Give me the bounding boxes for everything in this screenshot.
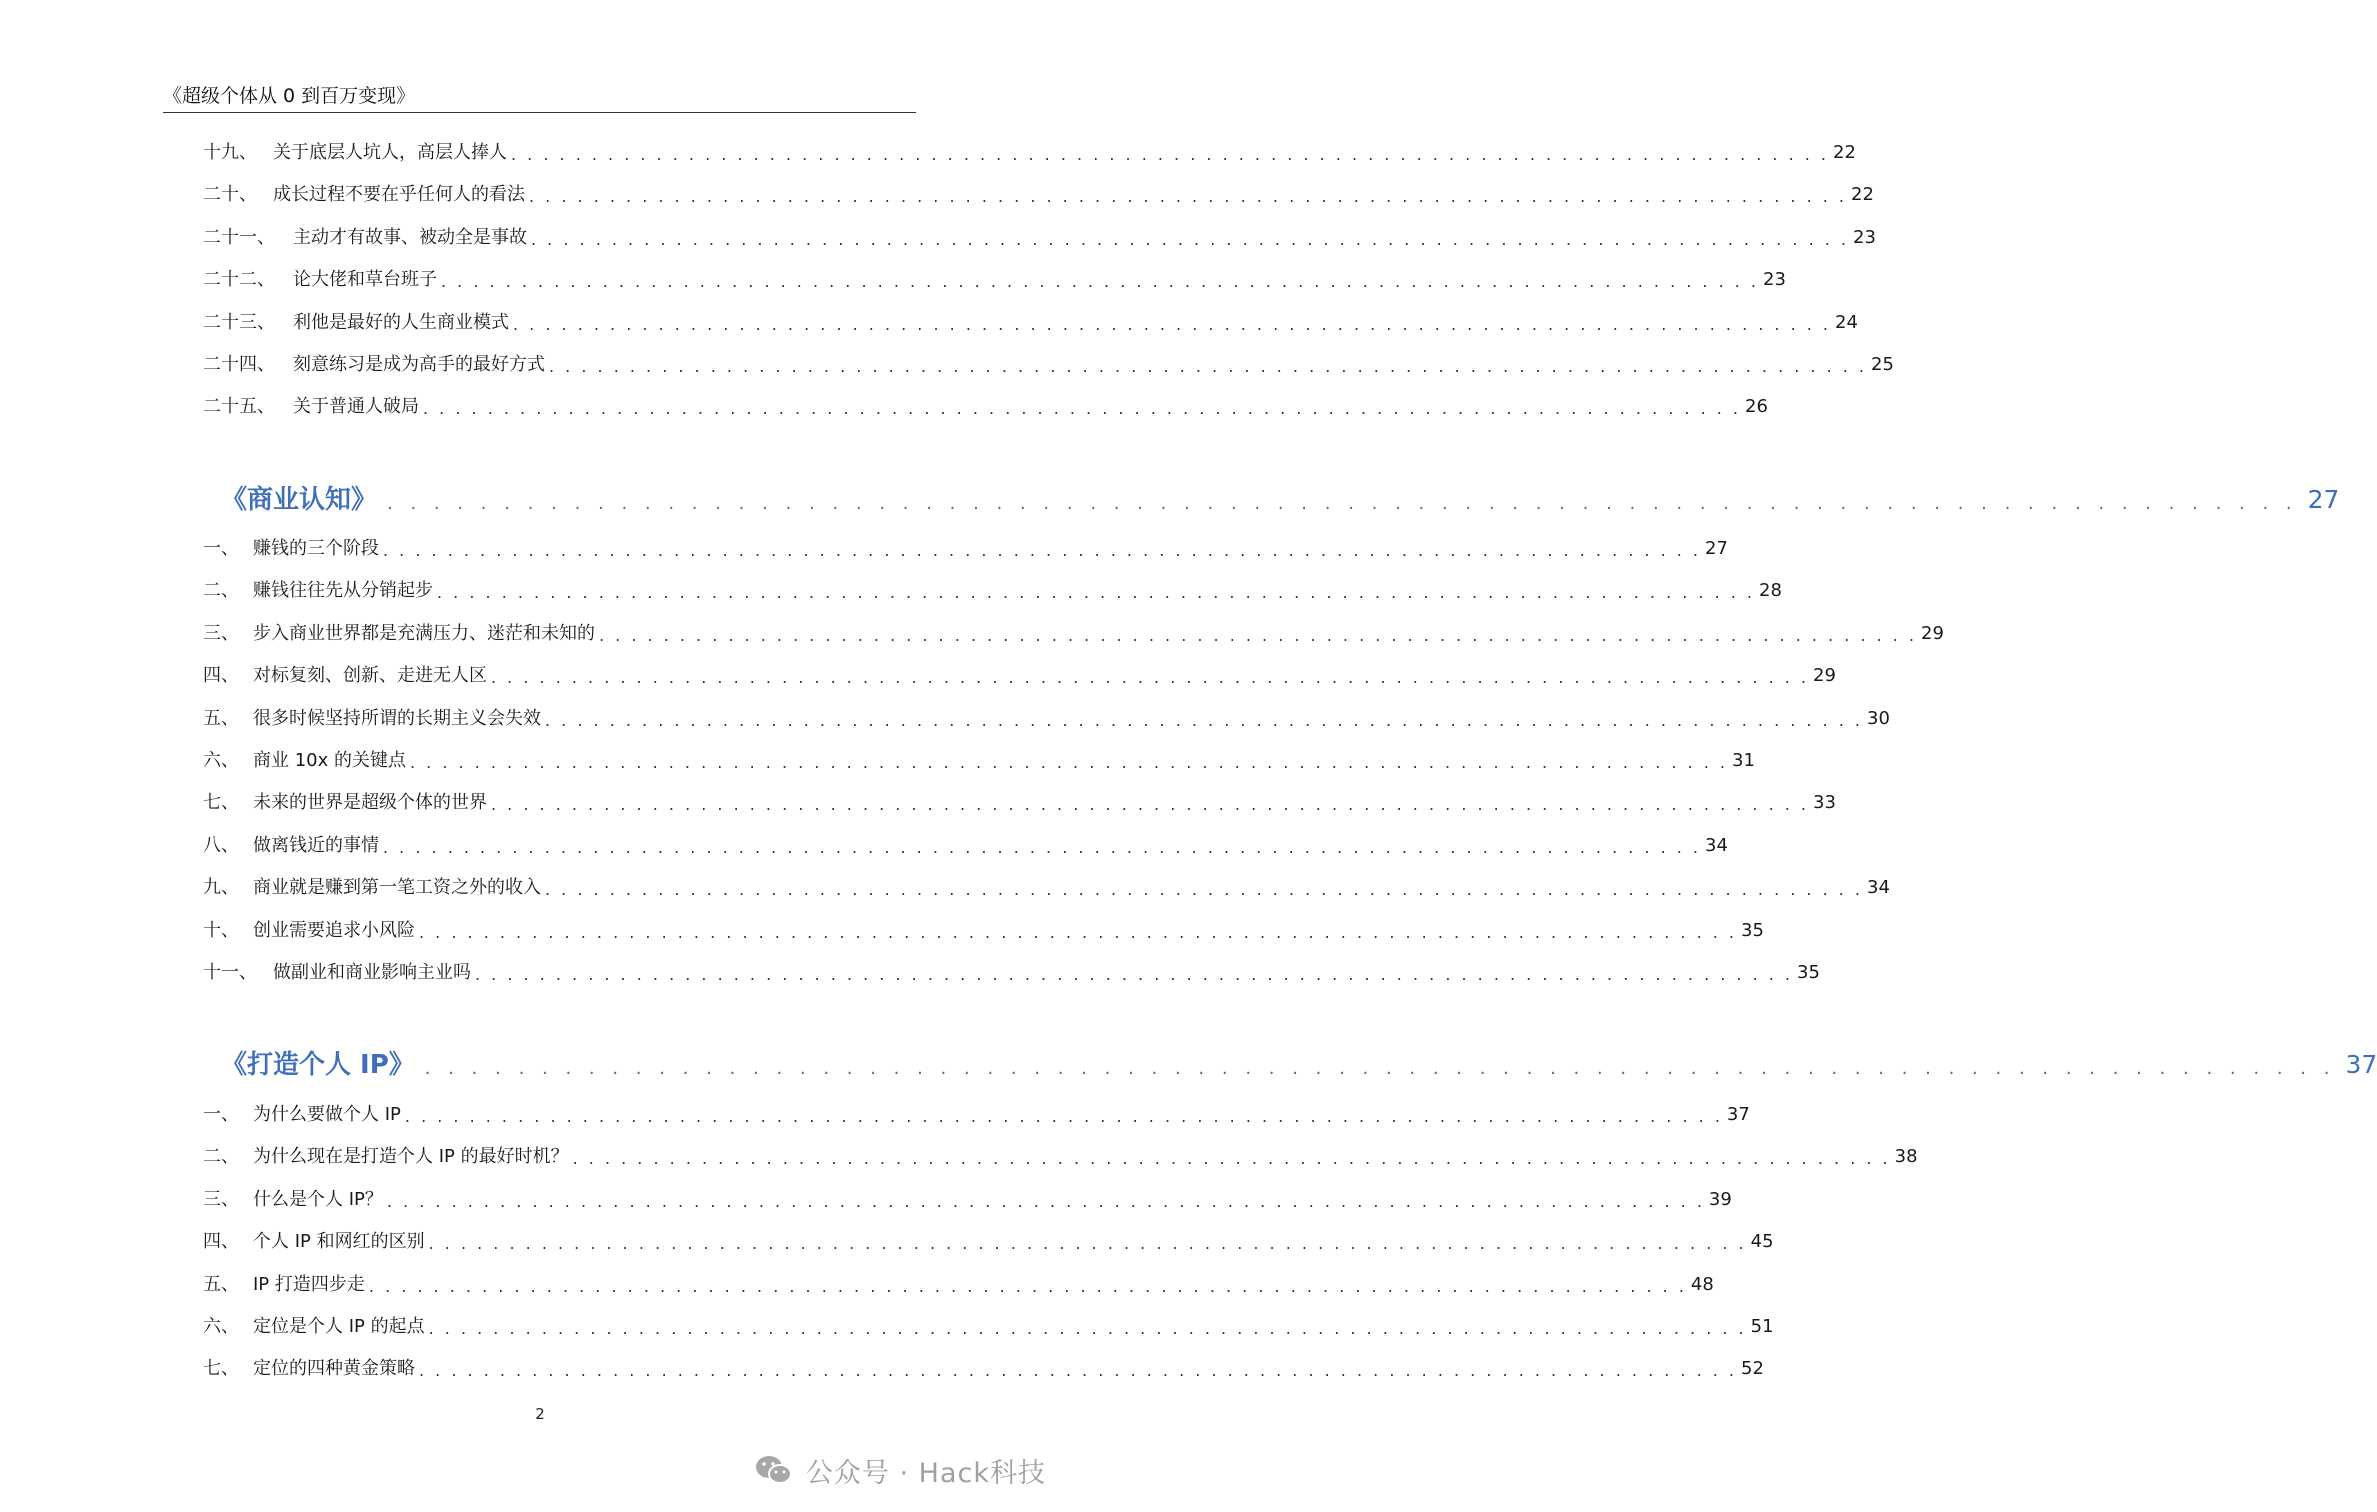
toc-entry-page: 39 [1708, 1188, 1732, 1210]
toc-entry-page: 24 [1835, 311, 1858, 333]
dot-leader: . . . . . . . . . . . . . . . . . . . . . . . . . . . . . . . . . . . . . . . . . . . . . . . . . . . . . . . . . . . . . . . . . . . . . . . . . . . . . . . . . . [531, 229, 1850, 249]
watermark-text: 公众号 · Hack科技 [805, 1457, 1046, 1489]
toc-entry[interactable] [203, 532, 1728, 562]
dot-leader: . . . . . . . . . . . . . . . . . . . . . . . . . . . . . . . . . . . . . . . . . . . . . . . . . . . . . . . . . . . . . . . . . . . . . . . . . . . . . . . . . . [419, 1361, 1738, 1381]
toc-entry-title: 关于普通人破局 [293, 396, 419, 418]
toc-entry[interactable] [203, 263, 1786, 293]
dot-leader: . . . . . . . . . . . . . . . . . . . . . . . . . . . . . . . . . . . . . . . . . . . . . . . . . . . . . . . . . . . . . . . . . . . . . . . . . . . . . . . . . . [529, 187, 1848, 207]
toc-entry-title: 很多时候坚持所谓的长期主义会失效 [253, 707, 541, 729]
watermark [754, 1450, 1046, 1490]
document-header [163, 82, 916, 113]
toc-entry-title: 关于底层人坑人，高层人捧人 [273, 142, 507, 163]
toc-entry[interactable] [203, 136, 1856, 166]
toc-entry-number: 十、 [203, 919, 239, 941]
toc-entry-title: 为什么要做个人 IP [253, 1104, 401, 1125]
toc-entry-number: 一、 [203, 538, 239, 559]
toc-entry-page: 35 [1741, 919, 1764, 941]
toc-entry[interactable] [203, 617, 1944, 647]
toc-entry[interactable] [203, 786, 1836, 816]
toc-entry[interactable] [203, 390, 1768, 420]
toc-entry-number: 二、 [203, 1146, 239, 1168]
toc-entry-title: 论大佬和草台班子 [293, 269, 437, 291]
toc-entry[interactable] [203, 659, 1836, 689]
page-number: 2 [535, 1405, 545, 1423]
dot-leader: . . . . . . . . . . . . . . . . . . . . . . . . . . . . . . . . . . . . . . . . . . . . . . . . . . . . . . . . . . . . . . . . . . . . . . . . . . . . . . . . . . [437, 583, 1756, 603]
toc-entry-title: 定位是个人 IP 的起点 [253, 1316, 425, 1337]
toc-entry-title: 个人 IP 和网红的区别 [253, 1231, 425, 1253]
toc-entry-number: 四、 [203, 665, 239, 687]
toc-entry-title: 什么是个人 IP？ [253, 1188, 383, 1210]
toc-entry-page: 30 [1867, 707, 1890, 729]
toc-entry[interactable] [203, 348, 1894, 378]
section-heading[interactable] [221, 1043, 2377, 1083]
dot-leader: . . . . . . . . . . . . . . . . . . . . . . . . . . . . . . . . . . . . . . . . . . . . . . . . . . . . . . . . . . . . . . . . . . . . . . . . . . . . . . . . . . [383, 541, 1702, 560]
toc-entry-page: 34 [1867, 877, 1890, 899]
toc-entry-number: 一、 [203, 1104, 239, 1125]
toc-entry-title: 商业就是赚到第一笔工资之外的收入 [253, 877, 541, 899]
dot-leader: . . . . . . . . . . . . . . . . . . . . . . . . . . . . . . . . . . . . . . . . . . . . . . . . . . . . . . . . . . . . . . . . . . . . . . . . . . . . . . . . . . [475, 965, 1794, 984]
toc-entry-number: 九、 [203, 877, 239, 899]
dot-leader: . . . . . . . . . . . . . . . . . . . . . . . . . . . . . . . . . . . . . . . . . . . . . . . . . . . . . . . . . . . . . . . . . . . . . . . . . . . . . . . . . . [491, 795, 1810, 815]
toc-entry-number: 六、 [203, 1316, 239, 1337]
toc-entry-page: 51 [1750, 1316, 1774, 1337]
toc-entry[interactable] [203, 1183, 1732, 1213]
dot-leader: . . . . . . . . . . . . . . . . . . . . . . . . . . . . . . . . . . . . . . . . . . . . . . . . . . . . . . . . . . . . . . . . . . . . . . . . . . . . . . . . . . [410, 753, 1729, 772]
toc-entry-number: 二十一、 [203, 226, 275, 248]
dot-leader: . . . . . . . . . . . . . . . . . . . . . . . . . . . . . . . . . . . . . . . . . . . . . . . . . . . . . . . . . . . . . . . . . . . . . . . . . . . . . . . . . . [368, 1276, 1687, 1296]
toc-entry-page: 34 [1705, 834, 1728, 856]
dot-leader: . . . . . . . . . . . . . . . . . . . . . . . . . . . . . . . . . . . . . . . . . . . . . . . . . . . . . . . . . . . . . . . . . . . . . . . . . . . . . . . . . . [599, 625, 1918, 645]
toc-entry-number: 二、 [203, 580, 239, 602]
toc-entry-page: 23 [1763, 269, 1786, 291]
toc-entry[interactable] [203, 744, 1755, 774]
toc-entry[interactable] [203, 306, 1858, 336]
toc-entry-title: 利他是最好的人生商业模式 [293, 311, 509, 333]
dot-leader: . . . . . . . . . . . . . . . . . . . . . . . . . . . . . . . . . . . . . . . . . . . . . . . . . . . . . . . . . . . . . . . . . . . . . . . . . . . . . . . . . . [545, 880, 1864, 900]
toc-entry-title: 对标复刻、创新、走进无人区 [253, 665, 487, 687]
toc-entry-title: 创业需要追求小风险 [253, 919, 415, 941]
toc-entry-number: 七、 [203, 792, 239, 814]
toc-entry-page: 25 [1871, 354, 1894, 375]
dot-leader: . . . . . . . . . . . . . . . . . . . . . . . . . . . . . . . . . . . . . . . . . . . . . . . . . . . . . . . . . . . . . . . . . . . . . . . . . . . . . . . . . . [404, 1107, 1723, 1126]
dot-leader: . . . . . . . . . . . . . . . . . . . . . . . . . . . . . . . . . . . . . . . . . . . . . . . . . . . . . . . . . . . . . . . . . . . . . . . . . . . . . . . . . . [387, 493, 2298, 514]
toc-entry[interactable] [203, 829, 1728, 859]
section-title: 《打造个人 IP》 [221, 1050, 415, 1080]
toc-entry-number: 二十、 [203, 184, 257, 206]
toc-entry-page: 26 [1745, 396, 1768, 418]
toc-entry-title: 做副业和商业影响主业吗 [273, 962, 471, 983]
toc-entry-title: 做离钱近的事情 [253, 834, 379, 856]
dot-leader: . . . . . . . . . . . . . . . . . . . . . . . . . . . . . . . . . . . . . . . . . . . . . . . . . . . . . . . . . . . . . . . . . . . . . . . . . . . . . . . . . . [424, 1058, 2336, 1079]
dot-leader: . . . . . . . . . . . . . . . . . . . . . . . . . . . . . . . . . . . . . . . . . . . . . . . . . . . . . . . . . . . . . . . . . . . . . . . . . . . . . . . . . . [549, 357, 1868, 376]
dot-leader: . . . . . . . . . . . . . . . . . . . . . . . . . . . . . . . . . . . . . . . . . . . . . . . . . . . . . . . . . . . . . . . . . . . . . . . . . . . . . . . . . . [513, 314, 1832, 334]
toc-entry[interactable] [203, 574, 1782, 604]
dot-leader: . . . . . . . . . . . . . . . . . . . . . . . . . . . . . . . . . . . . . . . . . . . . . . . . . . . . . . . . . . . . . . . . . . . . . . . . . . . . . . . . . . [386, 1191, 1705, 1211]
toc-entry-title: 步入商业世界都是充满压力、迷茫和未知的 [253, 622, 595, 644]
toc-entry-page: 33 [1813, 792, 1836, 814]
toc-entry-page: 29 [1813, 665, 1836, 687]
toc-entry-page: 52 [1741, 1358, 1764, 1380]
toc-entry-number: 十九、 [203, 142, 257, 163]
toc-entry[interactable] [203, 1352, 1764, 1382]
toc-entry-page: 23 [1853, 226, 1876, 248]
toc-entry-page: 22 [1851, 184, 1874, 206]
toc-entry-number: 二十二、 [203, 269, 275, 291]
toc-entry-number: 五、 [203, 1273, 239, 1295]
toc-entry-page: 22 [1833, 142, 1856, 163]
toc-entry[interactable] [203, 1310, 1774, 1340]
toc-entry-number: 三、 [203, 622, 239, 644]
toc-entry-page: 48 [1690, 1273, 1714, 1295]
toc-entry-title: 定位的四种黄金策略 [253, 1358, 415, 1380]
toc-entry-title: 为什么现在是打造个人 IP 的最好时机？ [253, 1146, 569, 1168]
toc-entry[interactable] [203, 1098, 1750, 1128]
section-page: 37 [2345, 1050, 2377, 1079]
section-page: 27 [2307, 485, 2340, 514]
dot-leader: . . . . . . . . . . . . . . . . . . . . . . . . . . . . . . . . . . . . . . . . . . . . . . . . . . . . . . . . . . . . . . . . . . . . . . . . . . . . . . . . . . [491, 668, 1810, 688]
dot-leader: . . . . . . . . . . . . . . . . . . . . . . . . . . . . . . . . . . . . . . . . . . . . . . . . . . . . . . . . . . . . . . . . . . . . . . . . . . . . . . . . . . [572, 1149, 1891, 1169]
dot-leader: . . . . . . . . . . . . . . . . . . . . . . . . . . . . . . . . . . . . . . . . . . . . . . . . . . . . . . . . . . . . . . . . . . . . . . . . . . . . . . . . . . [383, 837, 1702, 857]
toc-entry-number: 二十三、 [203, 311, 275, 333]
dot-leader: . . . . . . . . . . . . . . . . . . . . . . . . . . . . . . . . . . . . . . . . . . . . . . . . . . . . . . . . . . . . . . . . . . . . . . . . . . . . . . . . . . [428, 1234, 1747, 1254]
toc-entry[interactable] [203, 178, 1874, 208]
toc-entry-number: 二十五、 [203, 396, 275, 418]
toc-entry-title: 赚钱的三个阶段 [253, 538, 379, 559]
toc-entry[interactable] [203, 1268, 1714, 1298]
toc-entry-number: 六、 [203, 750, 239, 771]
toc-entry-title: 商业 10x 的关键点 [253, 750, 406, 771]
toc-entry-page: 35 [1797, 962, 1820, 983]
toc-entry[interactable] [203, 956, 1820, 986]
toc-entry-title: 主动才有故事、被动全是事故 [293, 226, 527, 248]
toc-entry-number: 五、 [203, 707, 239, 729]
toc-entry-title: 刻意练习是成为高手的最好方式 [293, 354, 545, 375]
toc-entry-number: 七、 [203, 1358, 239, 1380]
toc-entry[interactable] [203, 1140, 1918, 1170]
dot-leader: . . . . . . . . . . . . . . . . . . . . . . . . . . . . . . . . . . . . . . . . . . . . . . . . . . . . . . . . . . . . . . . . . . . . . . . . . . . . . . . . . . [545, 710, 1864, 730]
section-heading[interactable] [221, 478, 2340, 518]
toc-entry-page: 31 [1732, 750, 1755, 771]
toc-entry-title: 成长过程不要在乎任何人的看法 [273, 184, 525, 206]
toc-entry-number: 十一、 [203, 962, 257, 983]
toc-entry[interactable] [203, 914, 1764, 944]
dot-leader: . . . . . . . . . . . . . . . . . . . . . . . . . . . . . . . . . . . . . . . . . . . . . . . . . . . . . . . . . . . . . . . . . . . . . . . . . . . . . . . . . . [428, 1319, 1747, 1338]
toc-entry-number: 八、 [203, 834, 239, 856]
toc-entry-page: 38 [1894, 1146, 1918, 1168]
dot-leader: . . . . . . . . . . . . . . . . . . . . . . . . . . . . . . . . . . . . . . . . . . . . . . . . . . . . . . . . . . . . . . . . . . . . . . . . . . . . . . . . . . [441, 272, 1760, 292]
dot-leader: . . . . . . . . . . . . . . . . . . . . . . . . . . . . . . . . . . . . . . . . . . . . . . . . . . . . . . . . . . . . . . . . . . . . . . . . . . . . . . . . . . [511, 145, 1830, 164]
toc-entry-page: 28 [1759, 580, 1782, 602]
toc-entry-number: 四、 [203, 1231, 239, 1253]
toc-entry[interactable] [203, 702, 1890, 732]
toc-entry-page: 27 [1705, 538, 1728, 559]
dot-leader: . . . . . . . . . . . . . . . . . . . . . . . . . . . . . . . . . . . . . . . . . . . . . . . . . . . . . . . . . . . . . . . . . . . . . . . . . . . . . . . . . . [419, 922, 1738, 942]
toc-entry-page: 29 [1921, 622, 1944, 644]
toc-entry-number: 三、 [203, 1188, 239, 1210]
toc-entry[interactable] [203, 1225, 1774, 1255]
toc-entry-title: 赚钱往往先从分销起步 [253, 580, 433, 602]
toc-entry[interactable] [203, 221, 1876, 251]
toc-entry-page: 45 [1750, 1231, 1774, 1253]
toc-entry-number: 二十四、 [203, 354, 275, 375]
toc-entry-page: 37 [1726, 1104, 1750, 1125]
toc-entry-title: IP 打造四步走 [253, 1273, 365, 1295]
document-title: 《超级个体从 0 到百万变现》 [163, 85, 416, 107]
toc-entry-title: 未来的世界是超级个体的世界 [253, 792, 487, 814]
toc-entry[interactable] [203, 871, 1890, 901]
dot-leader: . . . . . . . . . . . . . . . . . . . . . . . . . . . . . . . . . . . . . . . . . . . . . . . . . . . . . . . . . . . . . . . . . . . . . . . . . . . . . . . . . . [423, 399, 1742, 419]
section-title: 《商业认知》 [221, 485, 378, 515]
wechat-icon [754, 1453, 794, 1487]
